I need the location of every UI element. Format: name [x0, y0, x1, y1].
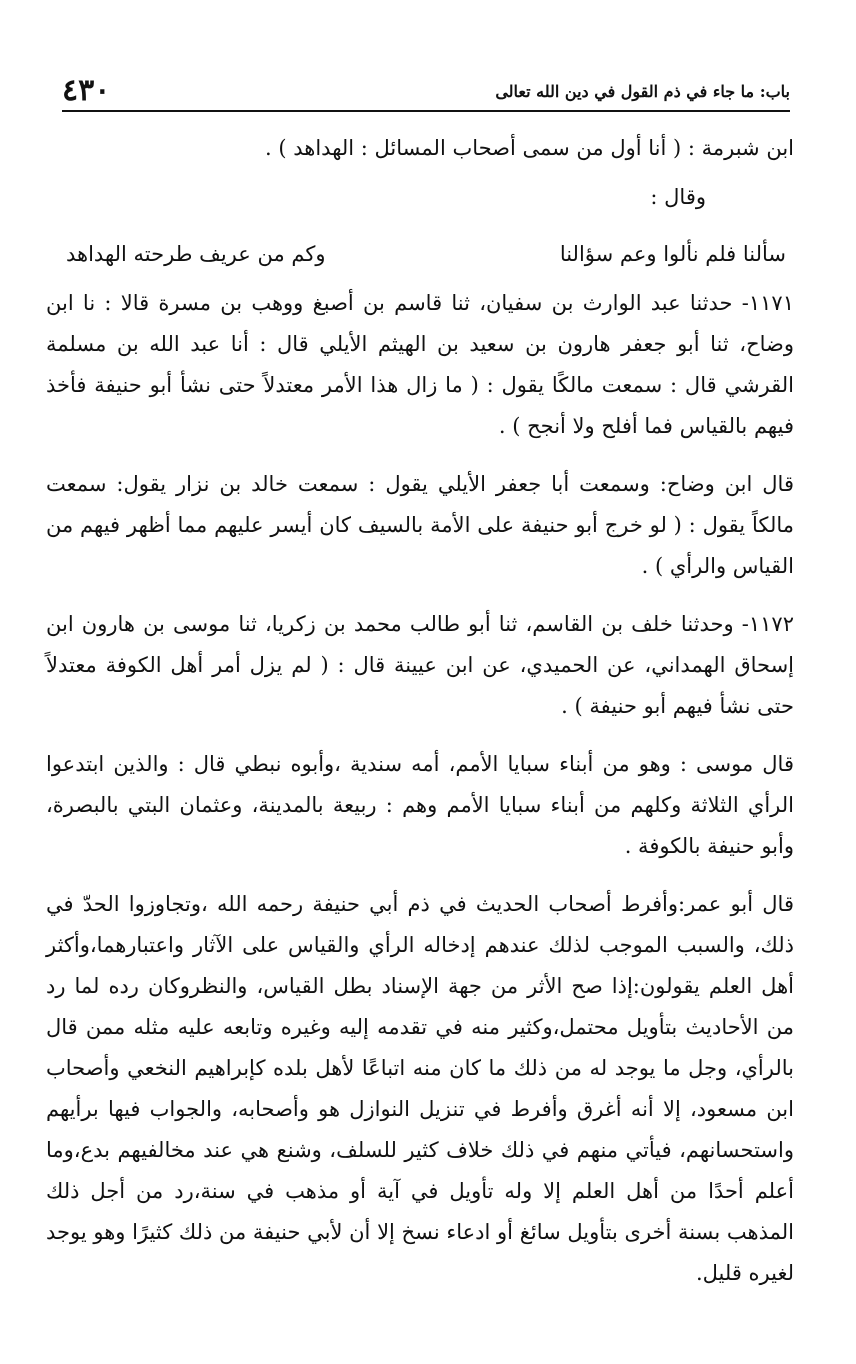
- verse-second-hemistich: وكم من عريف طرحته الهداهد: [66, 242, 326, 266]
- page-body: [46, 128, 794, 1294]
- verse-first-hemistich: سألنا فلم نألوا وعم سؤالنا: [559, 242, 786, 266]
- paragraph-1172: ١١٧٢- وحدثنا خلف بن القاسم، ثنا أبو طالب محمد بن زكريا، ثنا موسى بن هارون ابن إسحاق الهمداني، عن الحميدي، عن ابن عيينة قال : ( لم يزل أمر أهل الكوفة معتدلاً حتى نشأ فيهم أبو حنيفة ) .: [46, 612, 794, 718]
- page-number: ٤٣٠: [62, 73, 111, 108]
- paragraph-ibn-waddah: قال ابن وضاح: وسمعت أبا جعفر الأيلي يقول : سمعت خالد بن نزار يقول: سمعت مالكاً يقول : ( لو خرج أبو حنيفة على الأمة بالسيف كان أيسر عليهم مما أظهر فيهم من القياس والرأي ) .: [46, 472, 794, 578]
- running-title: باب: ما جاء في ذم القول في دين الله تعالى: [495, 82, 790, 101]
- page-header: [62, 72, 790, 106]
- poetry-verse: [46, 234, 794, 275]
- paragraph-musa: قال موسى : وهو من أبناء سبايا الأمم، أمه سندية ،وأبوه نبطي قال : والذين ابتدعوا الرأي الثلاثة وكلهم من أبناء سبايا الأمم وهم : ربيعة بالمدينة، وعثمان البتي بالبصرة، وأبو حنيفة بالكوفة .: [46, 752, 794, 858]
- intro-line: ابن شبرمة : ( أنا أول من سمى أصحاب المسائل : الهداهد ) .: [265, 136, 794, 160]
- said-line: وقال :: [650, 185, 706, 209]
- paragraph-abu-umar: قال أبو عمر:وأفرط أصحاب الحديث في ذم أبي حنيفة رحمه الله ،وتجاوزوا الحدّ في ذلك، والسبب الموجب لذلك عندهم إدخاله الرأي والقياس على الآثار واعتبارهما،وأكثر أهل العلم يقولون:إذا صح الأثر من جهة الإسناد بطل القياس، والنظروكان رده لما رد من الأحاديث بتأويل محتمل،وكثير منه في تقدمه إليه وغيره وتابعه عليه مثله ممن قال بالرأي، وجل ما يوجد له من ذلك ما كان منه اتباعًا لأهل بلده كإبراهيم النخعي وأصحاب ابن مسعود، إلا أنه أغرق وأفرط في تنزيل النوازل هو وأصحابه، والجواب فيها برأيهم واستحسانهم، فيأتي منهم في ذلك خلاف كثير للسلف، وشنع هي عند مخالفيهم بدع،وما أعلم أحدًا من أهل العلم إلا وله تأويل في آية أو مذهب في سنة،رد من أجل ذلك المذهب بسنة أخرى بتأويل سائغ أو ادعاء نسخ إلا أن لأبي حنيفة من ذلك كثيرًا وهو يوجد لغيره قليل.: [46, 892, 794, 1285]
- header-rule: [62, 110, 790, 112]
- paragraph-1171: ١١٧١- حدثنا عبد الوارث بن سفيان، ثنا قاسم بن أصبغ ووهب بن مسرة قالا : نا ابن وضاح، ثنا أبو جعفر هارون بن سعيد بن الهيثم الأيلي قال : أنا عبد الله بن مسلمة القرشي قال : سمعت مالكًا يقول : ( ما زال هذا الأمر معتدلاً حتى نشأ أبو حنيفة فأخذ فيهم بالقياس فما أفلح ولا أنجح ) .: [46, 291, 794, 438]
